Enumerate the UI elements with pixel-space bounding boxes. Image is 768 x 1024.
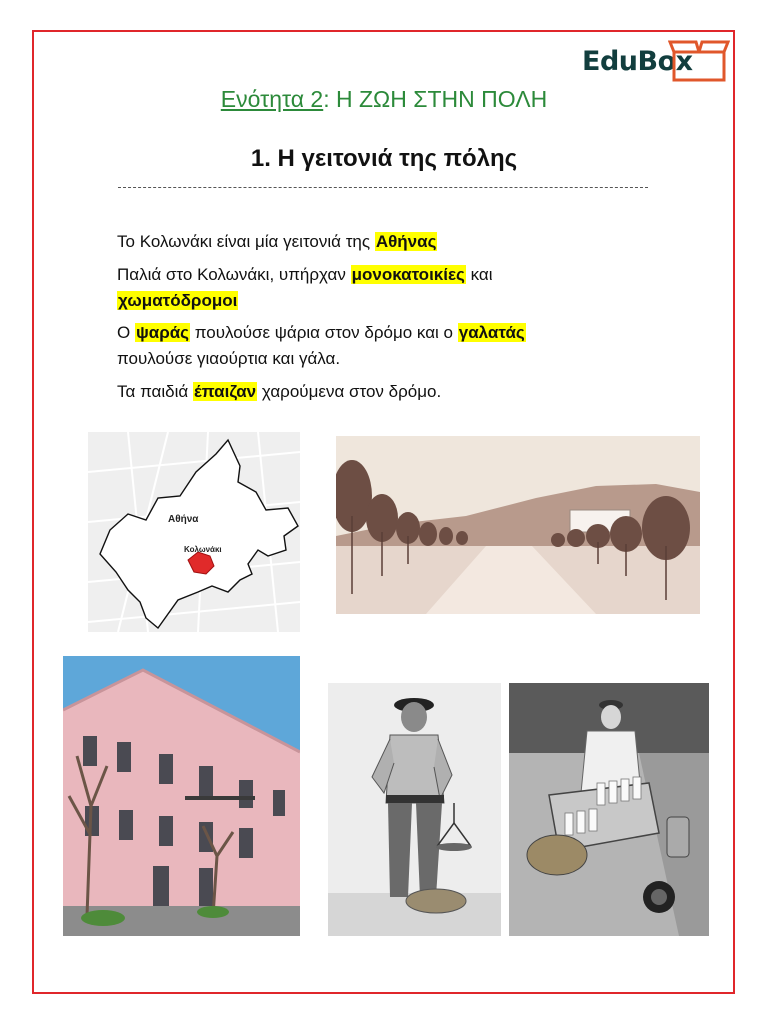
text: πουλούσε γιαούρτια και γάλα. (117, 349, 341, 368)
text: πουλούσε ψάρια στον δρόμο και ο (190, 323, 458, 342)
unit-separator: : (323, 86, 330, 112)
house-photo (63, 656, 300, 936)
highlight-word: μονοκατοικίες (351, 265, 465, 284)
unit-title (0, 86, 768, 113)
highlight-word: έπαιζαν (193, 382, 257, 401)
athens-map (88, 432, 300, 632)
unit-name: Η ΖΩΗ ΣΤΗΝ ΠΟΛΗ (329, 86, 548, 112)
edubox-logo (582, 38, 732, 82)
paragraph-1 (117, 229, 637, 255)
map-label-district: Κολωνάκι (184, 545, 222, 554)
old-road-photo (336, 436, 700, 614)
highlight-word: Αθήνας (375, 232, 437, 251)
unit-number: Ενότητα 2 (220, 86, 324, 112)
lesson-title: 1. Η γειτονιά της πόλης (250, 145, 518, 172)
highlight-word: χωματόδρομοι (118, 291, 238, 310)
divider (118, 187, 648, 188)
text: και (465, 265, 493, 284)
text: χαρούμενα στον δρόμο. (257, 382, 442, 401)
fisherman-photo (328, 683, 501, 936)
text: Το Κολωνάκι είναι μία γειτονιά της (117, 232, 375, 251)
paragraph-2 (117, 262, 637, 314)
text: Παλιά στο Κολωνάκι, υπήρχαν (117, 265, 351, 284)
paragraph-3 (117, 320, 637, 372)
box-icon (668, 38, 730, 82)
text: Ο (117, 323, 135, 342)
highlight-word: γαλατάς (458, 323, 525, 342)
highlight-word: ψαράς (135, 323, 190, 342)
text: Τα παιδιά (117, 382, 193, 401)
logo-text: EduBox (582, 46, 693, 77)
map-label-city: Αθήνα (168, 514, 199, 525)
paragraph-4 (117, 379, 637, 405)
milkman-photo (509, 683, 709, 936)
